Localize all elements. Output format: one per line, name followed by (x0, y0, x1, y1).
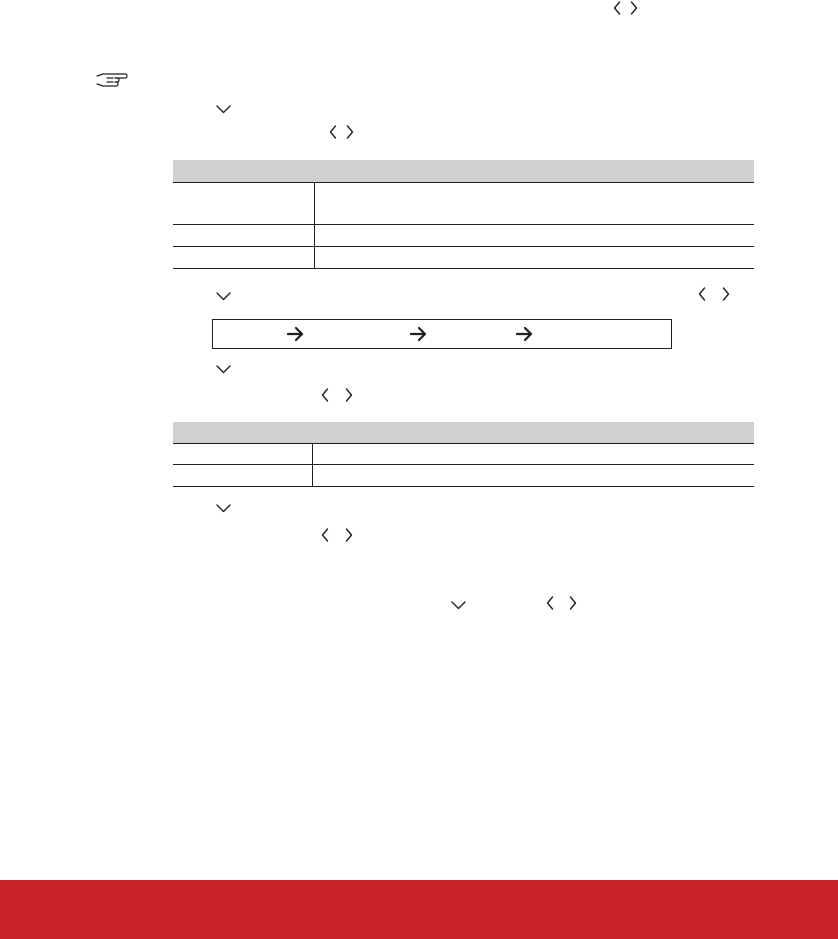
chevron-left-icon (321, 388, 329, 402)
table-row-divider (173, 464, 754, 465)
table-header-rule (173, 182, 754, 183)
table-bottom-rule (173, 268, 754, 269)
table-row-divider (173, 246, 754, 247)
table-header (173, 160, 754, 182)
table-row-divider (173, 224, 754, 225)
chevron-left-icon (613, 1, 621, 15)
table-column-divider (314, 182, 315, 268)
chevron-right-icon (569, 596, 577, 610)
footer-bar (0, 880, 838, 939)
table-header (173, 422, 754, 443)
pointing-hand-icon (95, 71, 129, 89)
chevron-right-icon (345, 388, 353, 402)
chevron-left-icon (321, 528, 329, 542)
table-header-rule (173, 443, 754, 444)
chevron-left-icon (329, 125, 337, 139)
table-bottom-rule (173, 486, 754, 487)
chevron-right-icon (722, 287, 730, 301)
right-arrow-icon (287, 326, 305, 342)
table-column-divider (312, 443, 313, 486)
right-arrow-icon (410, 326, 428, 342)
chevron-left-icon (698, 287, 706, 301)
chevron-down-icon (216, 504, 231, 513)
chevron-down-icon (216, 292, 231, 301)
chevron-right-icon (345, 528, 353, 542)
chevron-left-icon (546, 596, 554, 610)
chevron-right-icon (346, 125, 354, 139)
chevron-down-icon (451, 601, 466, 610)
option-sequence-box (212, 319, 672, 349)
chevron-right-icon (630, 1, 638, 15)
right-arrow-icon (516, 326, 534, 342)
chevron-down-icon (216, 365, 231, 374)
chevron-down-icon (216, 105, 231, 114)
